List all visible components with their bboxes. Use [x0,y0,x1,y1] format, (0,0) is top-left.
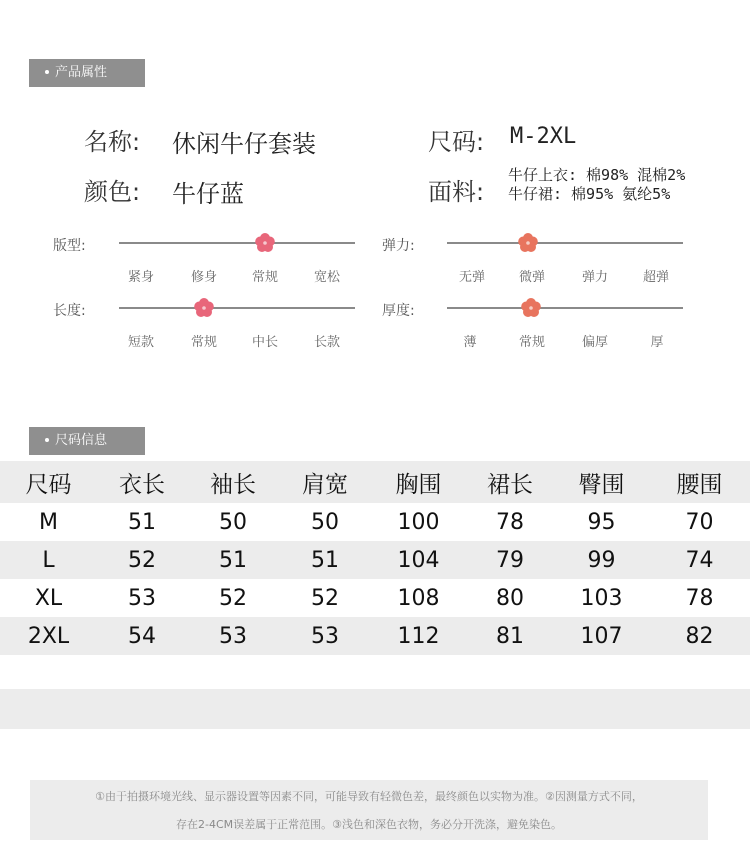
table-cell: 52 [219,585,247,611]
elasticity-scale-label: 弹力: [382,238,415,254]
fabric-line-skirt: 牛仔裙: 棉95% 氨纶5% [508,185,671,203]
table-header-cell: 衣长 [119,471,165,498]
length-tick: 长款 [313,335,340,350]
color-label: 颜色: [84,178,141,206]
fabric-label: 面料: [428,178,485,206]
care-note [30,780,708,840]
fit-scale-line [119,242,355,244]
table-cell: 79 [496,547,524,573]
length-scale-line [119,307,355,309]
table-cell: 81 [496,623,524,649]
flower-marker-icon [520,297,542,319]
elasticity-tick: 无弹 [458,270,485,285]
table-row [0,503,750,541]
table-header-cell: 肩宽 [302,471,348,498]
flower-marker-icon [517,232,539,254]
fit-tick: 宽松 [313,270,340,285]
table-cell: 53 [311,623,339,649]
table-cell: 108 [397,585,440,611]
fit-tick: 紧身 [127,270,154,285]
table-cell: 74 [685,547,714,573]
length-scale-label: 长度: [53,303,86,319]
table-header-cell: 尺码 [25,471,72,498]
table-cell: 51 [219,547,247,573]
table-cell: L [42,547,55,573]
table-cell: 104 [397,547,440,573]
table-cell: 53 [128,585,156,611]
table-row [0,617,750,655]
table-cell: 78 [685,585,714,611]
fabric-line-top: 牛仔上衣: 棉98% 混棉2% [508,166,686,184]
table-cell: 107 [580,623,623,649]
fit-scale-label: 版型: [53,238,86,254]
elasticity-scale-line [447,242,683,244]
fabric-value [508,166,685,204]
table-header-cell: 袖长 [210,471,256,498]
table-cell: 95 [587,509,616,535]
length-tick: 短款 [127,335,154,350]
table-header-row [0,461,750,503]
table-cell: 82 [685,623,714,649]
table-header-cell: 臀围 [578,471,625,498]
thickness-scale-label: 厚度: [382,303,415,319]
table-cell: 53 [219,623,247,649]
length-tick: 中长 [251,335,278,350]
table-header-cell: 胸围 [395,471,442,498]
table-cell: 78 [496,509,524,535]
size-table [0,461,750,655]
table-header-cell: 腰围 [676,471,723,498]
table-cell: 103 [580,585,623,611]
thickness-tick: 厚 [650,335,664,350]
color-value: 牛仔蓝 [172,180,244,208]
name-label: 名称: [84,128,141,156]
bullet-icon [45,70,49,74]
section-tag-size-info [29,427,145,455]
table-cell: 2XL [27,623,70,649]
elasticity-tick: 超弹 [642,270,669,285]
size-label: 尺码: [428,128,485,156]
table-cell: 99 [587,547,616,573]
thickness-scale-line [447,307,683,309]
table-cell: M [39,509,58,535]
table-cell: 51 [128,509,156,535]
name-value: 休闲牛仔套装 [172,130,316,158]
fit-tick: 常规 [251,270,278,285]
bullet-icon [45,438,49,442]
care-note-line: 存在2-4CM误差属于正常范围。③浅色和深色衣物，务必分开洗涤，避免染色。 [176,818,562,831]
table-cell: 70 [685,509,714,535]
thickness-tick: 常规 [518,335,545,350]
elasticity-tick: 弹力 [581,270,608,285]
flower-marker-icon [254,232,276,254]
table-row [0,541,750,579]
table-header-cell: 裙长 [487,471,533,498]
table-cell: XL [34,585,63,611]
size-value: M-2XL [510,124,577,149]
fit-tick: 修身 [190,270,217,285]
thickness-tick: 偏厚 [581,335,608,350]
table-cell: 112 [397,623,440,649]
section-title-size-info: 尺码信息 [55,433,108,448]
table-cell: 51 [311,547,339,573]
empty-table-band [0,689,750,729]
elasticity-tick: 微弹 [518,270,545,285]
table-row [0,579,750,617]
table-cell: 50 [219,509,247,535]
length-tick: 常规 [190,335,217,350]
section-tag-attributes [29,59,145,87]
flower-marker-icon [193,297,215,319]
table-cell: 54 [128,623,156,649]
table-cell: 52 [311,585,339,611]
table-cell: 80 [496,585,524,611]
section-title-attributes: 产品属性 [55,65,108,80]
table-cell: 52 [128,547,156,573]
care-note-line: ①由于拍摄环境光线、显示器设置等因素不同，可能导致有轻微色差，最终颜色以实物为准。②因测量方式不同， [95,790,643,803]
thickness-tick: 薄 [463,335,477,350]
table-cell: 100 [397,509,440,535]
table-cell: 50 [311,509,339,535]
